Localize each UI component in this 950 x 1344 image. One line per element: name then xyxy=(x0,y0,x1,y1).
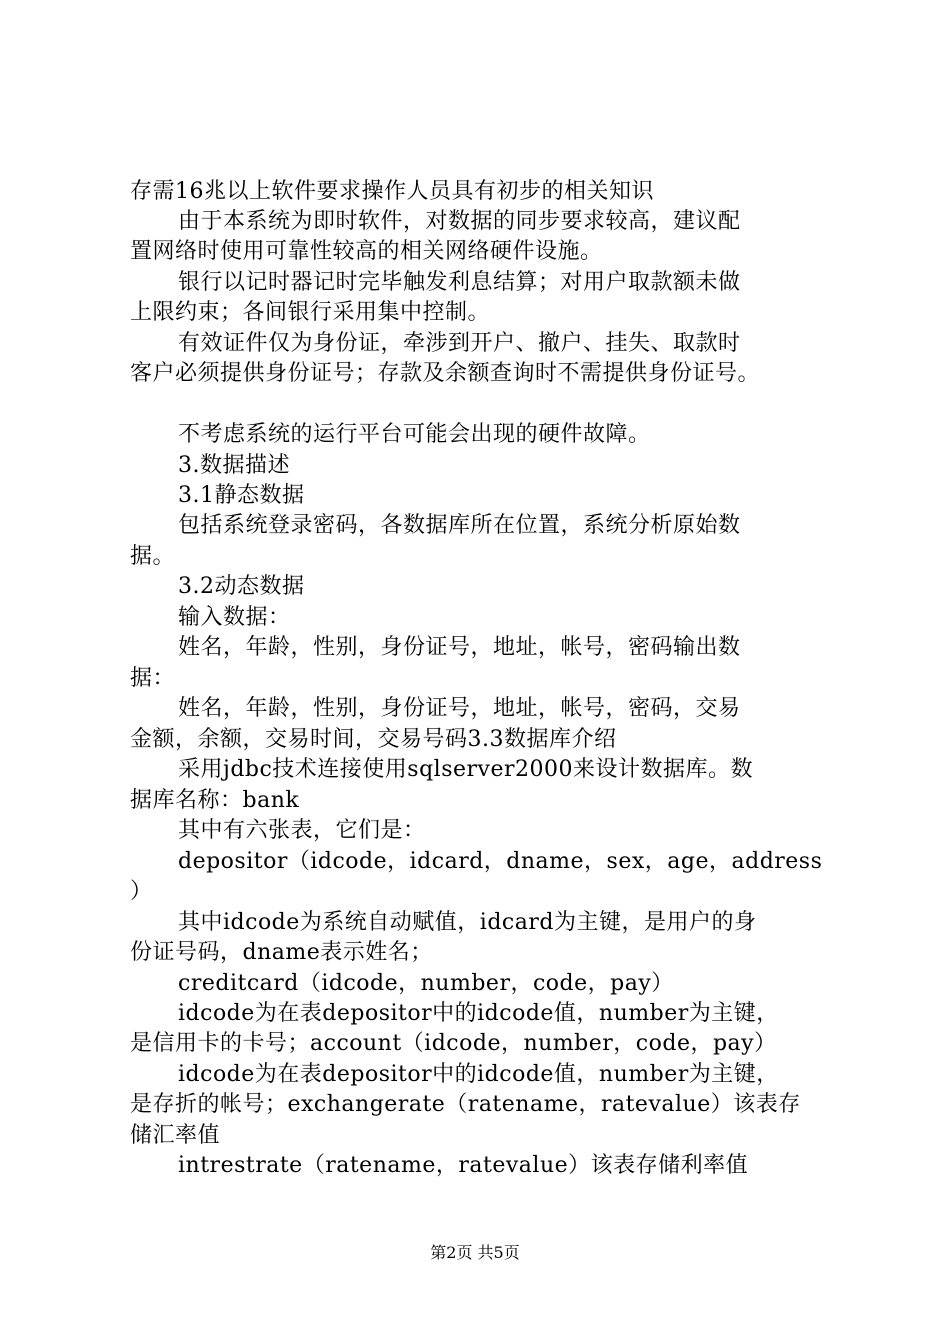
text-line: 采用jdbc技术连接使用sqlserver2000来设计数据库。数 xyxy=(178,757,753,782)
text-line: 其中有六张表，它们是： xyxy=(178,818,426,843)
text-line: 由于本系统为即时软件，对数据的同步要求较高，建议配 xyxy=(178,209,741,234)
text-line: 金额，余额，交易时间，交易号码3.3数据库介绍 xyxy=(130,727,617,752)
text-line: 不考虑系统的运行平台可能会出现的硬件故障。 xyxy=(178,422,651,447)
text-line: 输入数据： xyxy=(178,605,291,630)
text-line: 包括系统登录密码，各数据库所在位置，系统分析原始数 xyxy=(178,513,741,538)
text-line: 份证号码，dname表示姓名； xyxy=(130,940,433,965)
text-line: 储汇率值 xyxy=(130,1123,221,1148)
text-line: 据： xyxy=(130,666,176,691)
text-line: 客户必须提供身份证号；存款及余额查询时不需提供身份证号。 xyxy=(130,361,761,386)
text-line: depositor（idcode，idcard，dname，sex，age，address xyxy=(178,849,823,874)
text-line: 姓名，年龄，性别，身份证号，地址，帐号，密码输出数 xyxy=(178,635,741,660)
text-line: 是信用卡的卡号；account（idcode，number，code，pay） xyxy=(130,1031,777,1056)
text-line: idcode为在表depositor中的idcode值，number为主键， xyxy=(178,1062,779,1087)
text-line: idcode为在表depositor中的idcode值，number为主键， xyxy=(178,1001,779,1026)
section-heading: 3.数据描述 xyxy=(178,453,290,478)
text-line: 据库名称：bank xyxy=(130,788,300,813)
text-line: 存需16兆以上软件要求操作人员具有初步的相关知识 xyxy=(130,179,654,204)
text-line: creditcard（idcode，number，code，pay） xyxy=(178,971,674,996)
text-line: 姓名，年龄，性别，身份证号，地址，帐号，密码，交易 xyxy=(178,696,741,721)
text-line: 银行以记时器记时完毕触发利息结算；对用户取款额未做 xyxy=(178,270,741,295)
section-heading: 3.2动态数据 xyxy=(178,574,305,599)
text-line: 其中idcode为系统自动赋值，idcard为主键，是用户的身 xyxy=(178,910,757,935)
text-line: 置网络时使用可靠性较高的相关网络硬件设施。 xyxy=(130,239,603,264)
section-heading: 3.1静态数据 xyxy=(178,483,305,508)
text-line: 是存折的帐号；exchangerate（ratename，ratevalue）该表存 xyxy=(130,1092,801,1117)
text-line: 有效证件仅为身份证，牵涉到开户、撤户、挂失、取款时 xyxy=(178,331,741,356)
text-line: 据。 xyxy=(130,544,176,569)
text-line: ） xyxy=(130,879,153,904)
page-footer: 第2页 共5页 xyxy=(430,1243,520,1262)
text-line: 上限约束；各间银行采用集中控制。 xyxy=(130,300,491,325)
text-line: intrestrate（ratename，ratevalue）该表存储利率值 xyxy=(178,1153,749,1178)
